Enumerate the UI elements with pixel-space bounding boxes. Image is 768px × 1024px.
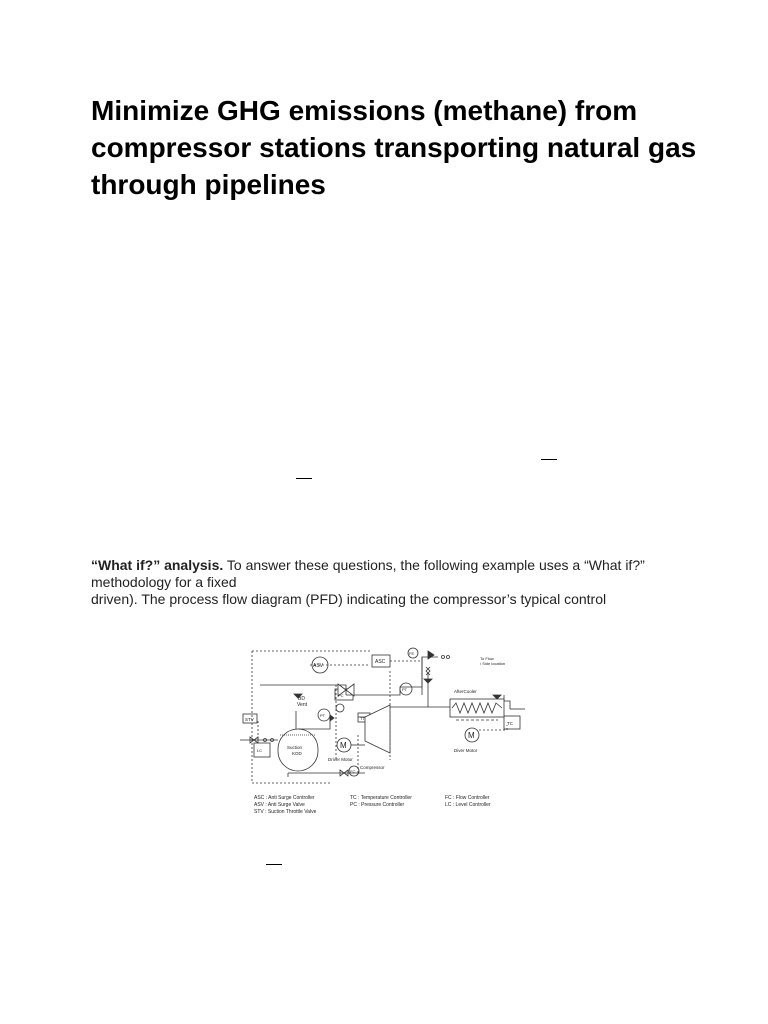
- legend-entry: ASV : Anti Surge Valve: [254, 802, 305, 808]
- legend-entry: TC : Temperature Controller: [350, 795, 412, 801]
- pt-tag: PT: [320, 713, 326, 718]
- motor-symbol: M: [468, 731, 475, 740]
- document-title: Minimize GHG emissions (methane) from compressor stations transporting natural gas through pipelines: [91, 95, 697, 200]
- pc-tag: PC: [338, 693, 344, 698]
- process-line: [260, 685, 346, 695]
- bd-vent-label: BD: [298, 696, 305, 702]
- asc-label: ASC: [375, 659, 386, 665]
- lc-tag: LC: [257, 748, 263, 753]
- legend-entry: FC : Flow Controller: [445, 795, 490, 801]
- fc-tag: FC: [350, 769, 356, 774]
- paragraph-line-1: To answer these questions, the following example uses a “What if?” methodology for a fixed: [91, 557, 645, 590]
- process-line: [346, 657, 438, 695]
- asv-label: ASV: [313, 663, 324, 669]
- diagram-legend: [254, 795, 491, 815]
- motor-symbol: M: [340, 741, 347, 750]
- bd-vent-label: Vent: [297, 702, 308, 708]
- tc-tag: TC: [507, 721, 513, 726]
- legend-entry: PC : Pressure Controller: [350, 802, 405, 808]
- suction-kod-label: KOD: [292, 751, 302, 756]
- pt-tag: PT: [402, 687, 408, 692]
- stv-label: STV: [245, 717, 254, 722]
- dash-mark: [266, 864, 282, 865]
- dash-mark: [296, 478, 312, 479]
- paragraph-lead: “What if?” analysis.: [91, 557, 224, 573]
- tt-tag: TT: [360, 716, 365, 721]
- to-flow-label: To Flow: [480, 656, 494, 661]
- dash-mark: [541, 459, 557, 460]
- driver-motor-label: Driver Motor: [328, 757, 353, 762]
- suction-kod-label: Suction: [287, 745, 303, 750]
- driver-motor-label: Diver Motor: [454, 748, 478, 753]
- process-line: [504, 695, 510, 709]
- legend-entry: ASC : Anti Surge Controller: [254, 795, 315, 801]
- paragraph-line-2: driven). The process flow diagram (PFD) indicating the compressor’s typical control: [91, 591, 607, 607]
- to-flow-label: / Side location: [480, 661, 506, 666]
- aftercooler-label: AfterCooler: [454, 689, 477, 694]
- pfd-svg: [240, 645, 530, 817]
- fe-tag: FE: [409, 651, 415, 656]
- what-if-paragraph: [91, 557, 681, 608]
- legend-entry: LC : Level Controller: [445, 802, 491, 808]
- process-flow-diagram: [240, 645, 530, 817]
- process-line: [298, 717, 330, 729]
- legend-entry: STV : Suction Throttle Valve: [254, 809, 317, 815]
- compressor-label: Compressor: [360, 765, 385, 770]
